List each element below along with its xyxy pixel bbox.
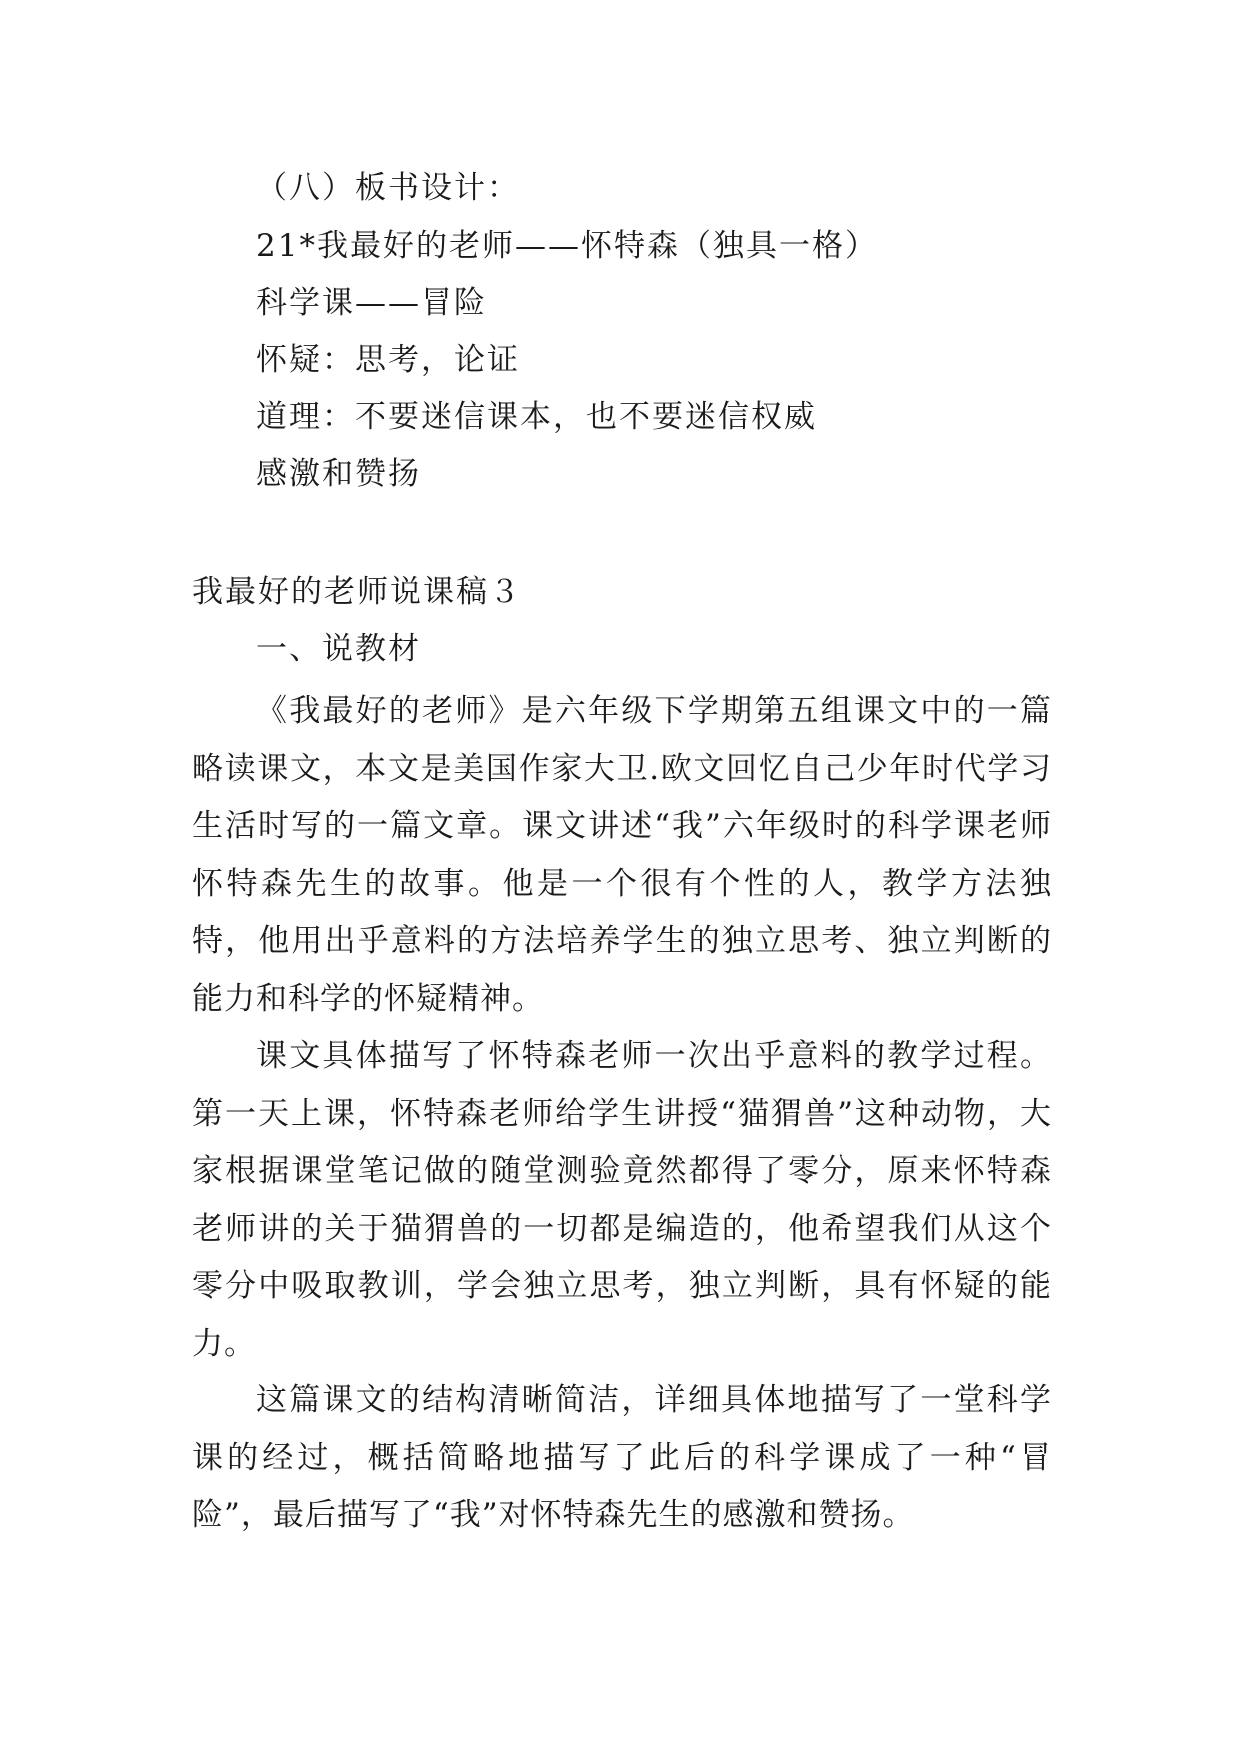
section-subheading: 一、说教材 [256, 631, 421, 667]
board-line: 怀疑：思考，论证 [256, 342, 520, 378]
body-paragraph: 《我最好的老师》是六年级下学期第五组课文中的一篇略读课文，本文是美国作家大卫.欧文回忆自己少年时代学习生活时写的一篇文章。课文讲述“我”六年级时的科学课老师怀特森先生的故事。他是一个很有个性的人，教学方法独特，他用出乎意料的方法培养学生的独立思考、独立判断的能力和科学的怀疑精神。 [192, 693, 1052, 1017]
body-paragraph: 课文具体描写了怀特森老师一次出乎意料的教学过程。第一天上课，怀特森老师给学生讲授“猫猬兽”这种动物，大家根据课堂笔记做的随堂测验竟然都得了零分，原来怀特森老师讲的关于猫猬兽的一切都是编造的，他希望我们从这个零分中吸取教训，学会独立思考，独立判断，具有怀疑的能力。 [192, 1038, 1052, 1362]
board-heading: （八）板书设计： [256, 170, 520, 206]
body-paragraph: 这篇课文的结构清晰简洁，详细具体地描写了一堂科学课的经过，概括简略地描写了此后的科学课成了一种“冒险”，最后描写了“我”对怀特森先生的感激和赞扬。 [192, 1382, 1052, 1533]
board-line: 感激和赞扬 [256, 456, 421, 492]
board-line: 道理：不要迷信课本，也不要迷信权威 [256, 399, 817, 435]
board-line: 21*我最好的老师——怀特森（独具一格） [256, 228, 878, 264]
section-title: 我最好的老师说课稿３ [192, 574, 522, 610]
board-line: 科学课——冒险 [256, 285, 487, 321]
